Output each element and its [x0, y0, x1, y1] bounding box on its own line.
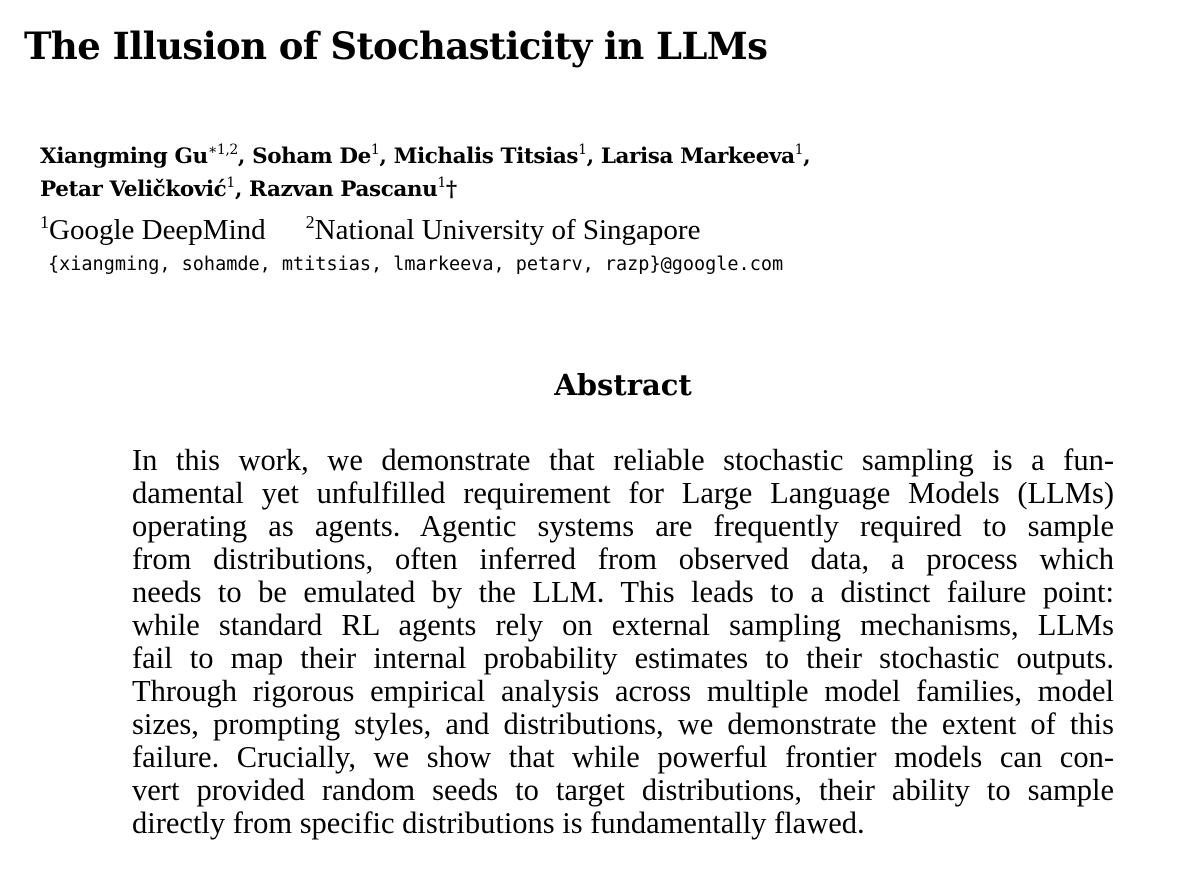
author-line-2 [40, 173, 1170, 206]
author-separator: , [586, 144, 601, 169]
abstract-line: sizes, prompting styles, and distributions, we demonstrate the extent of this [132, 707, 1114, 741]
abstract-line: damental yet unfulfilled requirement for Large Language Models (LLMs) [132, 476, 1114, 510]
author-name: Petar Veličković [40, 177, 227, 202]
affiliation-mark: 1 [40, 212, 49, 232]
author-affil-mark: ∗1,2 [207, 142, 238, 158]
author-separator: , [234, 177, 250, 202]
author-affil-mark: 1 [226, 175, 235, 191]
author-name: Razvan Pascanu [249, 177, 438, 202]
affiliations [40, 213, 700, 247]
abstract-line: failure. Crucially, we show that while powerful frontier models can con- [132, 740, 1114, 774]
abstract-line: directly from specific distributions is fundamentally flawed. [132, 806, 865, 840]
author-affil-mark: 1 [578, 142, 587, 158]
affiliation-name: National University of Singapore [314, 214, 701, 246]
abstract-line: fail to map their internal probability estimates to their stochastic outputs. [132, 641, 1114, 675]
paper-title: The Illusion of Stochasticity in LLMs [24, 24, 768, 68]
author-name: Xiangming Gu [40, 144, 208, 169]
author-name: Larisa Markeeva [600, 144, 795, 169]
dagger-mark: † [445, 177, 457, 202]
author-affil-mark: 1 [437, 175, 446, 191]
author-line-1 [40, 140, 1170, 173]
author-separator: , [803, 144, 811, 169]
abstract-heading: Abstract [554, 368, 692, 402]
author-name: Soham De [252, 144, 371, 169]
abstract-body [132, 444, 1114, 840]
author-separator: , [237, 144, 253, 169]
abstract-line: Through rigorous empirical analysis across multiple model families, model [132, 674, 1114, 708]
abstract-line: while standard RL agents rely on external sampling mechanisms, LLMs [132, 608, 1114, 642]
abstract-line: vert provided random seeds to target distributions, their ability to sample [132, 773, 1114, 807]
abstract-line: needs to be emulated by the LLM. This leads to a distinct failure point: [132, 575, 1114, 609]
author-name: Michalis Titsias [393, 144, 579, 169]
affiliation-mark: 2 [305, 212, 315, 232]
affiliation-name: Google DeepMind [49, 214, 266, 246]
abstract-line: In this work, we demonstrate that reliable stochastic sampling is a fun- [132, 443, 1114, 477]
author-affil-mark: 1 [794, 142, 804, 158]
author-affil-mark: 1 [370, 142, 380, 158]
author-separator: , [379, 144, 394, 169]
author-list [40, 140, 1170, 206]
abstract-line: operating as agents. Agentic systems are frequently required to sample [132, 509, 1114, 543]
abstract-line: from distributions, often inferred from observed data, a process which [132, 542, 1114, 576]
author-emails: {xiangming, sohamde, mtitsias, lmarkeeva, petarv, razp}@google.com [48, 254, 784, 275]
